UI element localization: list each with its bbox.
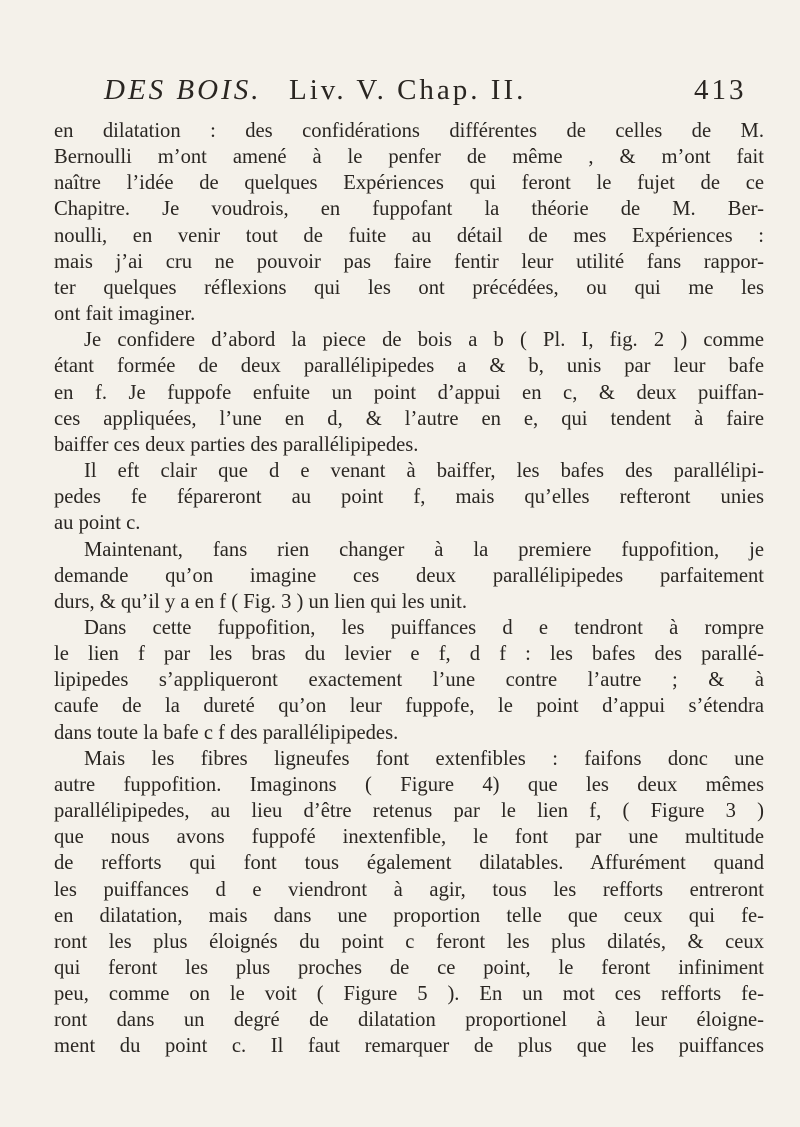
text-line: ter quelques réflexions qui les ont précédées, ou qui me les <box>54 276 764 299</box>
text-line: Il eft clair que d e venant à baiffer, les bafes des parallélipi- <box>84 460 764 483</box>
text-line: peu, comme on le voit ( Figure 5 ). En un mot ces refforts fe- <box>54 983 764 1006</box>
text-line: baiffer ces deux parties des parallélipipedes. <box>54 433 419 456</box>
text-line: Dans cette fuppofition, les puiffances d e tendront à rompre <box>84 616 764 639</box>
body-text <box>54 118 764 1060</box>
text-line: Mais les fibres ligneufes font extenfibles : faifons donc une <box>84 747 764 770</box>
text-line: dans toute la bafe c f des parallélipipedes. <box>54 721 399 744</box>
text-line: caufe de la dureté qu’on leur fuppofe, le point d’appui s’étendra <box>54 695 764 718</box>
text-line: lipipedes s’appliqueront exactement l’une contre l’autre ; & à <box>54 669 764 692</box>
text-line: qui feront les plus proches de ce point, le feront infiniment <box>54 957 764 979</box>
text-line: en f. Je fuppofe enfuite un point d’appui en c, & deux puiffan- <box>54 381 764 404</box>
header-chapter: Liv. V. Chap. II. <box>289 74 527 106</box>
text-line: étant formée de deux parallélipipedes a & b, unis par leur bafe <box>54 355 764 378</box>
text-line: Je confidere d’abord la piece de bois a b ( Pl. I, fig. 2 ) comme <box>84 329 764 352</box>
text-line: Maintenant, fans rien changer à la premiere fuppofition, je <box>84 538 764 561</box>
text-line: Chapitre. Je voudrois, en fuppofant la théorie de M. Ber- <box>54 198 764 221</box>
text-line: demande qu’on imagine ces deux parallélipipedes parfaitement <box>54 564 764 587</box>
text-line: que nous avons fuppofé inextenfible, le font par une multitude <box>54 826 764 849</box>
text-line: les puiffances d e viendront à agir, tous les refforts entreront <box>54 878 764 901</box>
text-line: de refforts qui font tous également dilatables. Affurément quand <box>54 852 764 875</box>
text-line: durs, & qu’il y a en f ( Fig. 3 ) un lien qui les unit. <box>54 590 467 613</box>
text-line: au point c. <box>54 512 141 535</box>
text-line: noulli, en venir tout de fuite au détail de mes Expériences : <box>54 224 764 247</box>
text-line: ront dans un degré de dilatation proportionel à leur éloigne- <box>54 1009 764 1032</box>
text-line: mais j’ai cru ne pouvoir pas faire fentir leur utilité fans rappor- <box>54 250 764 273</box>
text-line: ces appliquées, l’une en d, & l’autre en e, qui tendent à faire <box>54 407 764 430</box>
text-line: autre fuppofition. Imaginons ( Figure 4) que les deux mêmes <box>54 773 764 796</box>
text-line: en dilatation, mais dans une proportion telle que ceux qui fe- <box>54 904 764 927</box>
text-line: ront les plus éloignés du point c feront les plus dilatés, & ceux <box>54 930 764 953</box>
running-header <box>104 74 754 114</box>
text-line: en dilatation : des confidérations différentes de celles de M. <box>54 120 764 142</box>
text-line: le lien f par les bras du levier e f, d f : les bafes des parallé- <box>54 643 764 666</box>
text-line: pedes fe fépareront au point f, mais qu’elles refteront unies <box>54 486 764 509</box>
text-line: naître l’idée de quelques Expériences qui feront le fujet de ce <box>54 172 764 195</box>
text-line: Bernoulli m’ont amené à le penfer de même , & m’ont fait <box>54 146 764 169</box>
header-title-left: DES BOIS. <box>104 74 262 106</box>
text-line: ment du point c. Il faut remarquer de plus que les puiffances <box>54 1035 764 1058</box>
text-line: parallélipipedes, au lieu d’être retenus par le lien f, ( Figure 3 ) <box>54 800 764 823</box>
text-line: ont fait imaginer. <box>54 303 196 326</box>
page-number: 413 <box>694 74 747 106</box>
